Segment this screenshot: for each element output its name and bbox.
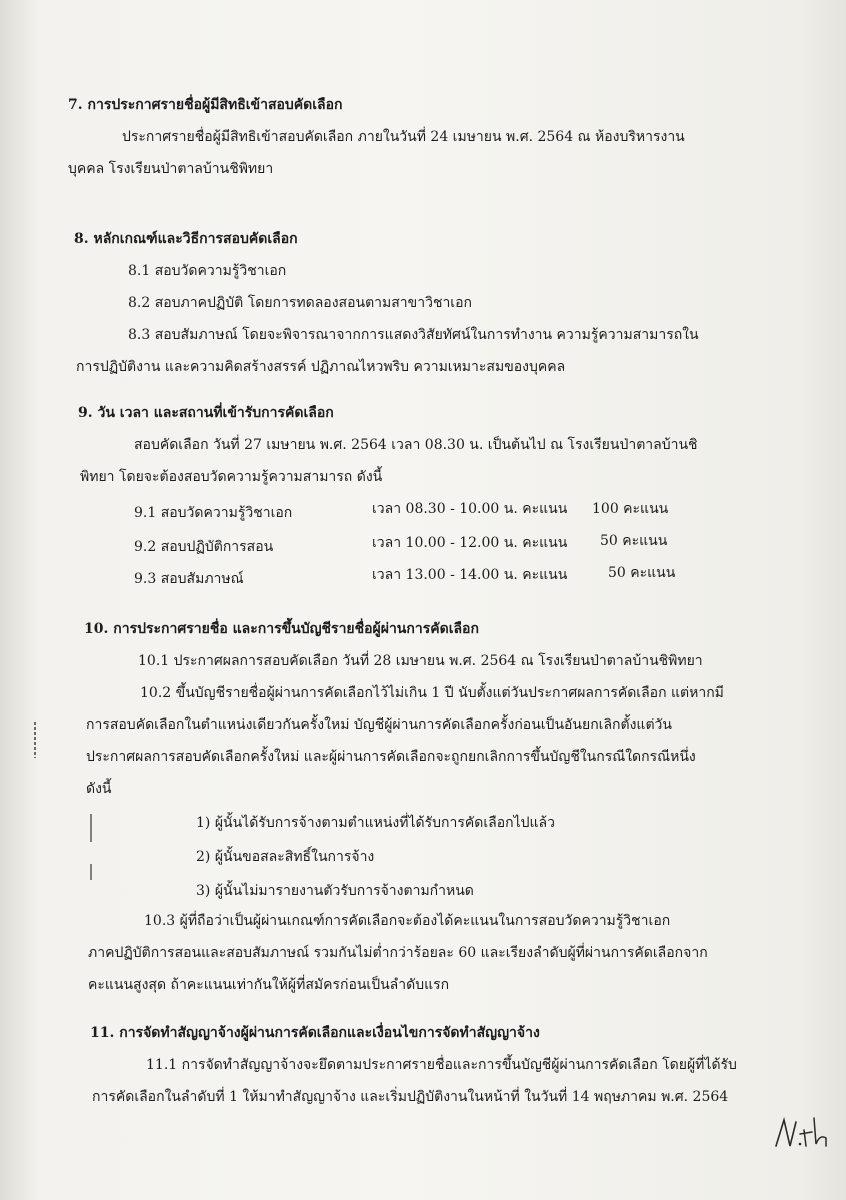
section-10-1: 10.1 ประกาศผลการสอบคัดเลือก วันที่ 28 เมษายน พ.ศ. 2564 ณ โรงเรียนป่าตาลบ้านชิพิทยา [138,653,703,669]
section-10-heading: 10. การประกาศรายชื่อ และการขึ้นบัญชีรายชื่อผู้ผ่านการคัดเลือก [84,621,479,637]
section-7-paragraph-line-1: ประกาศรายชื่อผู้มีสิทธิเข้าสอบคัดเลือก ภายในวันที่ 24 เมษายน พ.ศ. 2564 ณ ห้องบริหารงาน [122,129,685,145]
schedule-time: เวลา 13.00 - 14.00 น. คะแนน [372,567,568,583]
schedule-label: 9.1 สอบวัดความรู้วิชาเอก [134,505,293,521]
schedule-score: 50 คะแนน [600,533,668,549]
section-9-paragraph-line-1: สอบคัดเลือก วันที่ 27 เมษายน พ.ศ. 2564 เวลา 08.30 น. เป็นต้นไป ณ โรงเรียนป่าตาลบ้านชิ [134,437,698,453]
section-9-heading: 9. วัน เวลา และสถานที่เข้ารับการคัดเลือก [78,405,334,421]
section-10-3-line-1: 10.3 ผู้ที่ถือว่าเป็นผู้ผ่านเกณฑ์การคัดเลือกจะต้องได้คะแนนในการสอบวัดความรู้วิชาเอก [144,913,671,929]
section-11-1-line-1: 11.1 การจัดทำสัญญาจ้างจะยึดตามประกาศรายชื่อและการขึ้นบัญชีผู้ผ่านการคัดเลือก โดยผู้ที่ได้รับ [146,1057,737,1073]
section-9-paragraph-line-2: พิทยา โดยจะต้องสอบวัดความรู้ความสามารถ ดังนี้ [80,469,383,485]
section-11-1-line-2: การคัดเลือกในลำดับที่ 1 ให้มาทำสัญญาจ้าง และเริ่มปฏิบัติงานในหน้าที่ ในวันที่ 14 พฤษภาคม พ.ศ. 2564 [92,1089,729,1105]
schedule-score: 50 คะแนน [608,565,676,581]
section-10-3-line-3: คะแนนสูงสุด ถ้าคะแนนเท่ากันให้ผู้ที่สมัครก่อนเป็นลำดับแรก [88,977,450,993]
scan-mark [84,812,98,882]
section-10-2-line-1: 10.2 ขึ้นบัญชีรายชื่อผู้ผ่านการคัดเลือกไว้ไม่เกิน 1 ปี นับตั้งแต่วันประกาศผลการคัดเลือก แต่หากมี [140,685,724,701]
section-10-3-line-2: ภาคปฏิบัติการสอนและสอบสัมภาษณ์ รวมกันไม่ต่ำกว่าร้อยละ 60 และเรียงลำดับผู้ที่ผ่านการคัดเลือกจาก [88,945,708,961]
section-10-2-line-2: การสอบคัดเลือกในตำแหน่งเดียวกันครั้งใหม่ บัญชีผู้ผ่านการคัดเลือกครั้งก่อนเป็นอันยกเลิกตั้งแต่วัน [86,717,672,733]
schedule-time: เวลา 10.00 - 12.00 น. คะแนน [372,535,568,551]
disqualification-item: 2) ผู้นั้นขอสละสิทธิ์ในการจ้าง [196,849,375,865]
handwritten-signature [770,1110,830,1160]
schedule-label: 9.3 สอบสัมภาษณ์ [134,571,244,587]
section-10-2-line-4: ดังนี้ [86,781,112,797]
section-7-heading: 7. การประกาศรายชื่อผู้มีสิทธิเข้าสอบคัดเลือก [68,97,343,113]
section-8-item-3-line-2: การปฏิบัติงาน และความคิดสร้างสรรค์ ปฏิภาณไหวพริบ ความเหมาะสมของบุคคล [76,359,566,375]
schedule-time: เวลา 08.30 - 10.00 น. คะแนน [372,501,568,517]
disqualification-item: 1) ผู้นั้นได้รับการจ้างตามตำแหน่งที่ได้รับการคัดเลือกไปแล้ว [196,815,555,831]
section-11-heading: 11. การจัดทำสัญญาจ้างผู้ผ่านการคัดเลือกและเงื่อนไขการจัดทำสัญญาจ้าง [90,1025,540,1041]
disqualification-item: 3) ผู้นั้นไม่มารายงานตัวรับการจ้างตามกำหนด [196,883,474,899]
section-8-item-3-line-1: 8.3 สอบสัมภาษณ์ โดยจะพิจารณาจากการแสดงวิสัยทัศน์ในการทำงาน ความรู้ความสามารถใน [128,327,699,343]
section-8-item-2: 8.2 สอบภาคปฏิบัติ โดยการทดลองสอนตามสาขาวิชาเอก [128,295,472,311]
section-8-heading: 8. หลักเกณฑ์และวิธีการสอบคัดเลือก [74,231,298,247]
schedule-label: 9.2 สอบปฏิบัติการสอน [134,539,274,555]
section-10-2-line-3: ประกาศผลการสอบคัดเลือกครั้งใหม่ และผู้ผ่านการคัดเลือกจะถูกยกเลิกการขึ้นบัญชีในกรณีใดกรณีหนึ่ง [86,749,696,765]
section-8-item-1: 8.1 สอบวัดความรู้วิชาเอก [128,263,287,279]
schedule-score: 100 คะแนน [592,501,669,517]
section-7-paragraph-line-2: บุคคล โรงเรียนป่าตาลบ้านชิพิทยา [68,161,274,177]
scan-mark [28,720,42,760]
